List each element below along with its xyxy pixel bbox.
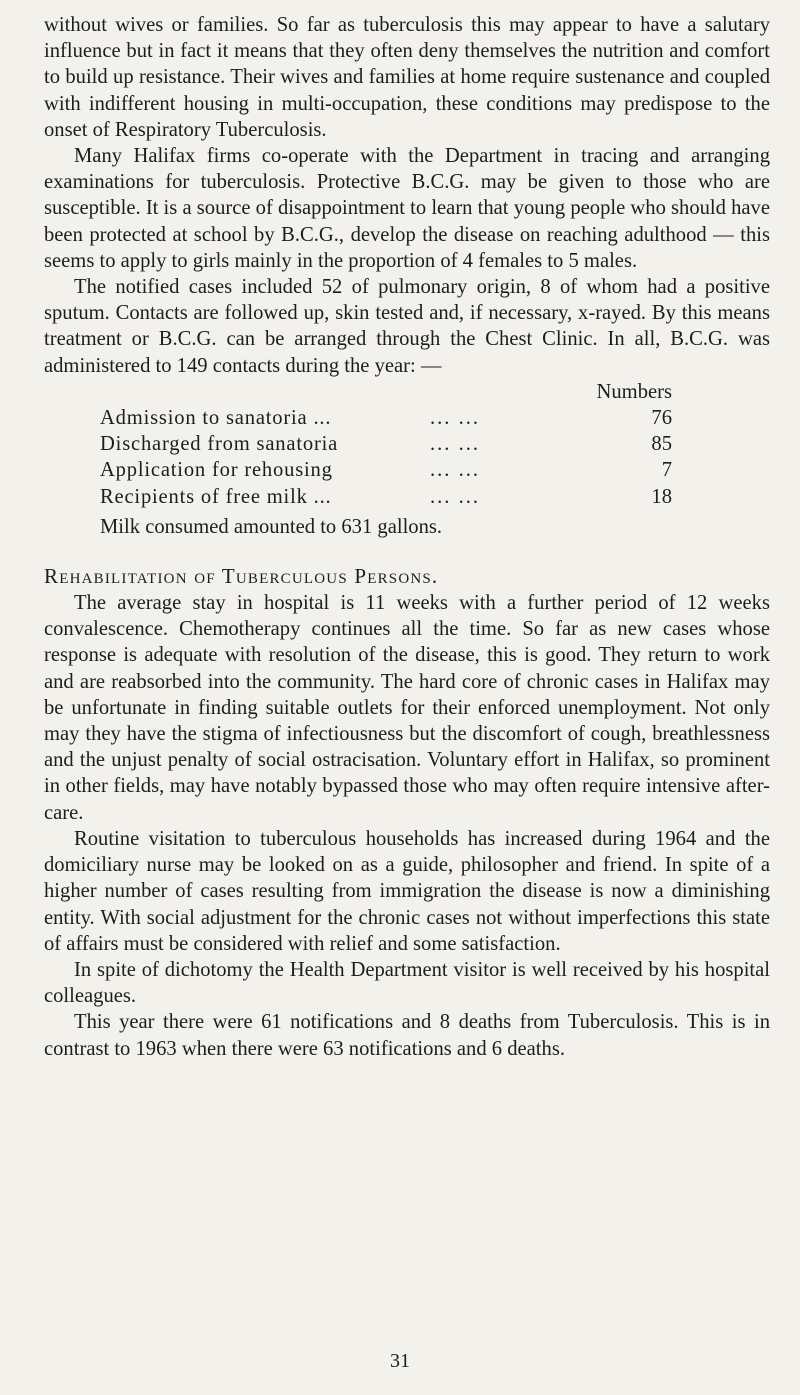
milk-note: Milk consumed amounted to 631 gallons. [100, 515, 443, 538]
row-value: 18 [651, 485, 672, 508]
row-leader: ... ... [430, 433, 481, 456]
row-leader: ... ... [430, 407, 481, 430]
paragraph-firms: Many Halifax firms co-operate with the Department in tracing and arranging examinations for tuberculosis. Protective B.C.G. may be given to those who are susceptible. It is a source of disappointment to learn that young people who should have been protected at school by B.C.G., develop the disease on reaching adulthood — this seems to apply to girls mainly in the proportion of 4 females to 5 males. [44, 145, 770, 272]
row-value: 85 [651, 433, 672, 456]
statistics-table [100, 379, 672, 510]
row-leader: ... ... [430, 459, 481, 482]
table-row [100, 484, 672, 510]
row-label: Discharged from sanatoria [100, 433, 339, 456]
table-row [100, 457, 672, 483]
row-value: 7 [661, 459, 672, 482]
row-value: 76 [651, 407, 672, 430]
paragraph-notifications: This year there were 61 notifications and 8 deaths from Tuberculosis. This is in contrast to 1963 when there were 63 notifications and 6 deaths. [44, 1011, 770, 1060]
paragraph-dichotomy: In spite of dichotomy the Health Department visitor is well received by his hospital colleagues. [44, 958, 770, 1008]
row-label: Recipients of free milk ... [100, 485, 332, 508]
paragraph-notified-cases: The notified cases included 52 of pulmonary origin, 8 of whom had a positive sputum. Contacts are followed up, skin tested and, if necessary, x-rayed. By this means treatment or B.C.G. can be arranged through the Chest Clinic. In all, B.C.G. was administered to 149 contacts during the year: — [44, 276, 770, 377]
table-row [100, 405, 672, 431]
row-leader: ... ... [430, 485, 481, 508]
table-row [100, 431, 672, 457]
paragraph-hospital-stay: The average stay in hospital is 11 weeks with a further period of 12 weeks convalescence. Chemotherapy continues all the time. So far as new cases whose response is adequate with resolution of the disease, this is good. They return to work and are reabsorbed into the community. The hard core of chronic cases in Halifax may be unfortunate in finding suitable outlets for their enforced unemployment. Not only may they have the stigma of infectiousness but the discomfort of cough, breathlessness and the unjust penalty of social ostracisation. Voluntary effort in Halifax, so prominent in other fields, may have notably bypassed those who may often require intensive after-care. [44, 592, 770, 824]
row-label: Admission to sanatoria ... [100, 407, 332, 430]
document-page [44, 12, 770, 1062]
row-label: Application for rehousing [100, 459, 333, 482]
paragraph-routine-visitation: Routine visitation to tuberculous households has increased during 1964 and the domiciliary nurse may be looked on as a guide, philosopher and friend. In spite of a higher number of cases resulting from immigration the disease is now a diminishing entity. With social adjustment for the chronic cases not without imperfections this state of affairs must be considered with relief and some satisfaction. [44, 827, 770, 955]
table-header-numbers: Numbers [596, 380, 672, 403]
section-heading: Rehabilitation of Tuberculous Persons. [44, 564, 439, 589]
paragraph-intro: without wives or families. So far as tuberculosis this may appear to have a salutary influence but in fact it means that they often deny themselves the nutrition and comfort to build up resistance. Their wives and families at home require sustenance and coupled with indifferent housing in multi-occupation, these conditions may predispose to the onset of Respiratory Tuberculosis. [44, 14, 770, 141]
page-number: 31 [390, 1350, 410, 1372]
